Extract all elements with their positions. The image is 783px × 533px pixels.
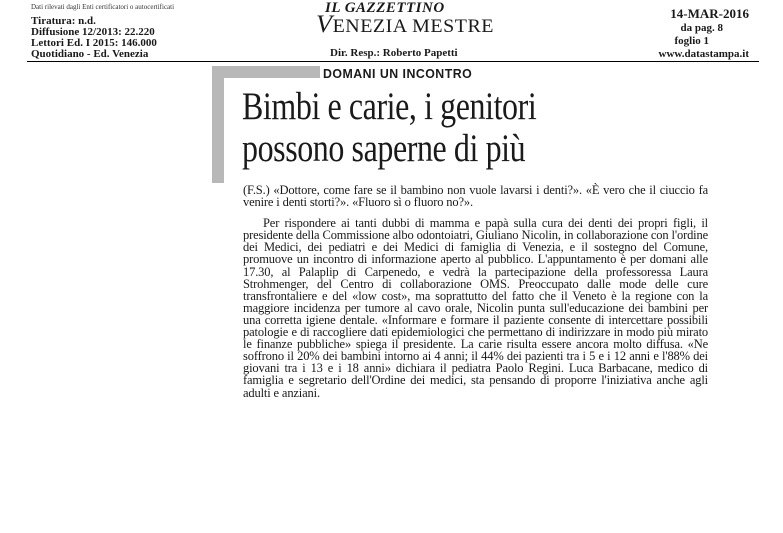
tiratura: Tiratura: n.d. xyxy=(31,15,96,27)
article-paragraph-2: Per rispondere ai tanti dubbi di mamma e papà sulla cura dei denti dei propri figli, il presidente della Commissione albo odontoiatri, Giuliano Nicolin, in collaborazione con l'ordine dei Medici, dei pediatri e dei Medici di famiglia di Venezia, e il sostegno del Comune, promuove un incontro di informazione aperto al pubblico. L'appuntamento è per domani alle 17.30, al Palaplip di Carpenedo, e vedrà la partecipazione della professoressa Laura Strohmenger, del Centro di collaborazione OMS. Preoccupato dalle mode delle cure transfrontaliere e del «low cost», ma soprattutto del fatto che il Veneto è la regione con la maggiore incidenza per tumore al cavo orale, Nicolin punta sull'educazione dei bambini per una corretta igiene dentale. «Informare e formare il paziente consente di intercettare possibili patologie e di raccogliere dati epidemiologici che permettano di indirizzare in modo più mirato le finanze pubbliche» spiega il presidente. La carie risulta essere ancora molto diffusa. «Ne soffrono il 20% dei bambini intorno ai 4 anni; il 44% dei pazienti tra i 5 e i 12 anni e l'88% dei giovani tra i 13 e i 18 anni» dichiara il pediatra Paolo Regini. Luca Barbacane, medico di famiglia e segretario dell'Ordine dei medici, sta pensando di proporre l'iniziativa anche agli adulti e anziani. xyxy=(243,216,708,400)
source-site: www.datastampa.it xyxy=(658,48,749,60)
director: Dir. Resp.: Roberto Papetti xyxy=(330,47,458,59)
article-kicker: DOMANI UN INCONTRO xyxy=(323,66,473,81)
newspaper-logo-main xyxy=(316,11,494,39)
lettori: Lettori Ed. I 2015: 146.000 xyxy=(31,37,157,49)
decorative-bracket-vertical xyxy=(212,66,224,183)
decorative-bracket-horizontal xyxy=(212,66,320,78)
headline-line-1: Bimbi e carie, i genitori xyxy=(242,85,537,128)
newspaper-logo-top: IL GAZZETTINO xyxy=(325,0,445,16)
certification-note: Dati rilevati dagli Enti certificatori o autocertificati xyxy=(31,3,175,11)
article-headline xyxy=(242,86,536,170)
diffusione: Diffusione 12/2013: 22.220 xyxy=(31,26,155,38)
logo-rest: ENEZIA MESTRE xyxy=(332,16,495,37)
sheet-ref: foglio 1 xyxy=(674,35,709,47)
header-rule xyxy=(27,61,759,62)
page-ref: da pag. 8 xyxy=(680,22,723,34)
headline-line-2: possono saperne di più xyxy=(242,127,526,170)
article-body xyxy=(243,184,708,399)
publication-date: 14-MAR-2016 xyxy=(670,6,749,21)
quotidiano-edition: Quotidiano - Ed. Venezia xyxy=(31,48,149,60)
logo-initial: V xyxy=(316,11,333,38)
article-paragraph-1: (F.S.) «Dottore, come fare se il bambino non vuole lavarsi i denti?». «È vero che il ciuccio fa venire i denti storti?». «Fluoro sì o fluoro no?». xyxy=(243,183,708,210)
